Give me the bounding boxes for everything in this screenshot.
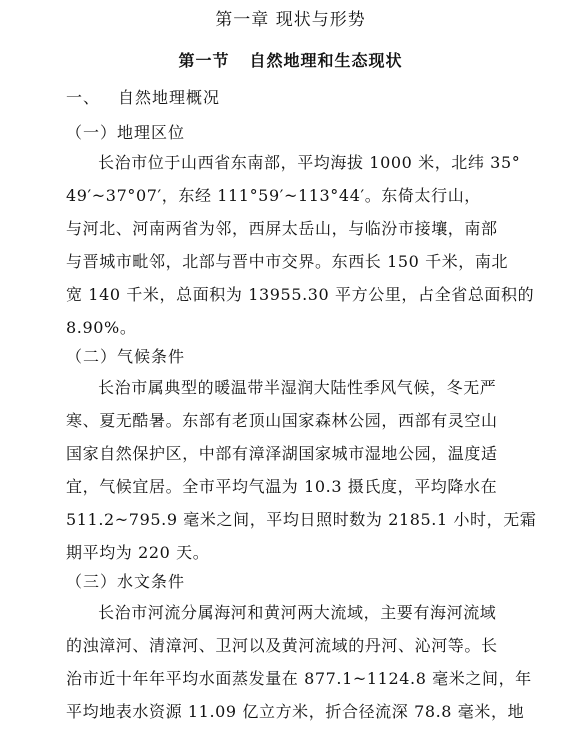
paragraph-location: [66, 146, 538, 344]
paragraph-line: 平均地表水资源 11.09 亿立方米，折合径流深 78.8 毫米，地: [66, 702, 525, 721]
paragraph-line: 511.2~795.9 毫米之间，平均日照时数为 2185.1 小时，无霜: [66, 510, 537, 529]
section-number: 第一节: [178, 51, 230, 70]
paragraph-line: 宜，气候宜居。全市平均气温为 10.3 摄氏度，平均降水在: [66, 477, 498, 496]
paragraph-line: 8.90%。: [66, 318, 137, 337]
subsection-heading-location: （一）地理区位: [66, 123, 186, 142]
paragraph-line: 与晋城市毗邻，北部与晋中市交界。东西长 150 千米，南北: [66, 252, 509, 271]
paragraph-line: 期平均为 220 天。: [66, 543, 210, 562]
paragraph-line: 与河北、河南两省为邻，西屏太岳山，与临汾市接壤，南部: [66, 219, 498, 238]
section-title: [0, 49, 581, 73]
paragraph-line: 长治市位于山西省东南部，平均海拔 1000 米，北纬 35°: [98, 153, 521, 172]
subsection-heading-climate: （二）气候条件: [66, 347, 186, 366]
subsection-heading-hydrology: （三）水文条件: [66, 572, 186, 591]
paragraph-climate: [66, 371, 538, 569]
paragraph-line: 治市近十年年平均水面蒸发量在 877.1~1124.8 毫米之间，年: [66, 669, 532, 688]
paragraph-line: 长治市属典型的暖温带半湿润大陆性季风气候，冬无严: [98, 378, 497, 397]
chapter-title: 第一章 现状与形势: [215, 10, 366, 30]
part-title: 自然地理概况: [118, 88, 221, 107]
part-number: 一、: [66, 88, 101, 107]
paragraph-line: 寒、夏无酷暑。东部有老顶山国家森林公园，西部有灵空山: [66, 411, 498, 430]
paragraph-line: 49′~37°07′，东经 111°59′~113°44′。东倚太行山，: [66, 186, 481, 205]
paragraph-line: 国家自然保护区，中部有漳泽湖国家城市湿地公园，温度适: [66, 444, 498, 463]
paragraph-line: 长治市河流分属海河和黄河两大流域，主要有海河流域: [98, 603, 497, 622]
paragraph-line: 宽 140 千米，总面积为 13955.30 平方公里，占全省总面积的: [66, 285, 535, 304]
section-heading: 自然地理和生态现状: [249, 51, 403, 70]
part-heading: [66, 86, 220, 110]
paragraph-hydrology: [66, 596, 538, 728]
paragraph-line: 的浊漳河、清漳河、卫河以及黄河流域的丹河、沁河等。长: [66, 636, 498, 655]
